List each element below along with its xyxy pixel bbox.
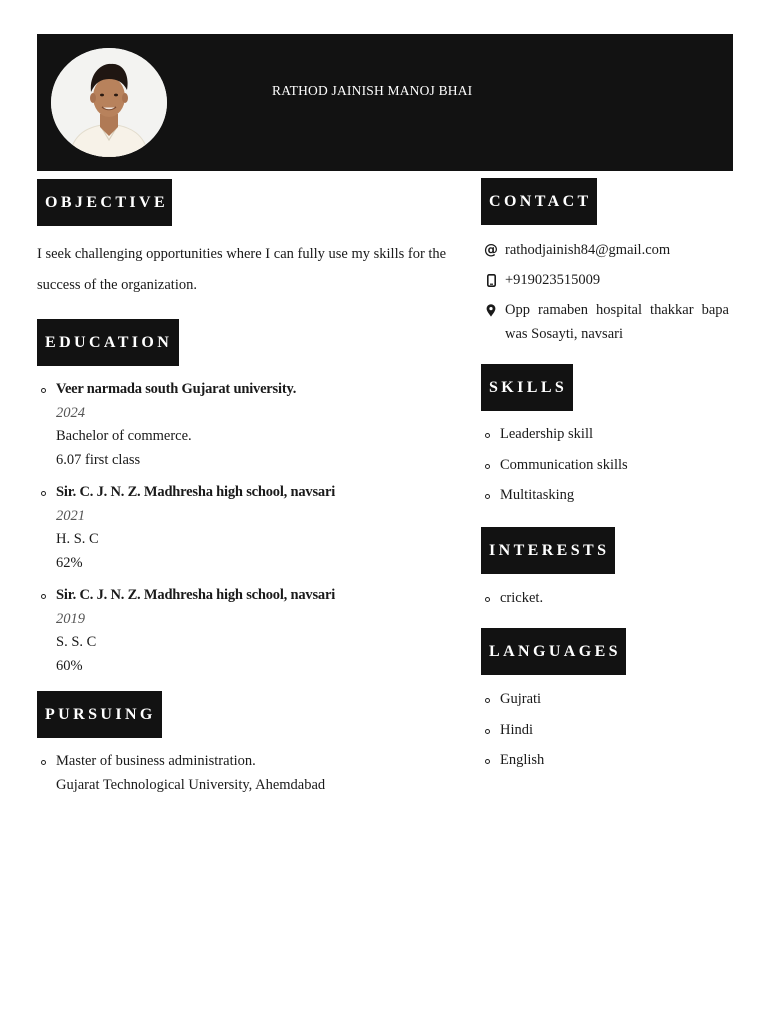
bullet-icon [41,760,46,765]
education-item [37,481,457,575]
education-item [37,584,457,678]
bullet-icon [485,759,490,764]
education-year: 2024 [56,404,85,421]
education-detail: 60% [56,657,83,674]
education-year: 2021 [56,507,85,524]
education-item [37,378,457,472]
at-icon: @ [484,242,498,258]
contact-email-row [483,238,729,262]
education-institution: Sir. C. J. N. Z. Madhresha high school, navsari [56,484,336,500]
skill-label: Leadership skill [500,426,594,442]
education-detail: 62% [56,554,83,571]
interests-heading: INTERESTS [481,527,615,574]
interest-label: cricket. [500,590,544,606]
contact-block [483,238,729,352]
education-detail: S. S. C [56,634,97,650]
language-item [481,752,731,769]
skill-item [481,487,731,504]
skill-item [481,426,731,443]
profile-photo [51,48,167,157]
skill-label: Communication skills [500,456,628,473]
contact-heading: CONTACT [481,178,597,225]
language-label: English [500,752,545,768]
contact-email[interactable]: rathodjainish84@gmail.com [505,242,671,258]
language-item [481,722,731,739]
mobile-phone-icon [483,268,499,292]
pursuing-heading: PURSUING [37,691,162,738]
education-year: 2019 [56,610,85,627]
interests-list [481,590,731,621]
bullet-icon [485,597,490,602]
map-pin-icon [483,298,499,322]
bullet-icon [485,464,490,469]
objective-heading: OBJECTIVE [37,179,172,226]
bullet-icon [41,594,46,599]
pursuing-degree: Master of business administration. [56,753,256,769]
education-institution: Veer narmada south Gujarat university. [56,381,297,397]
pursuing-university: Gujarat Technological University, Ahemdabad [56,776,326,793]
interest-item [481,590,731,607]
bullet-icon [485,494,490,499]
resume-header [37,34,733,171]
skill-item [481,457,731,474]
contact-address: Opp ramaben hospital thakkar bapa was Sosayti, navsari [505,302,729,342]
language-label: Hindi [500,721,534,738]
contact-address-row [483,298,729,346]
bullet-icon [485,433,490,438]
language-label: Gujrati [500,691,542,707]
bullet-icon [41,388,46,393]
education-detail: 6.07 first class [56,451,141,468]
pursuing-list [37,750,457,806]
languages-list [481,691,731,783]
languages-heading: LANGUAGES [481,628,626,675]
education-heading: EDUCATION [37,319,179,366]
language-item [481,691,731,708]
contact-phone-row [483,268,729,292]
bullet-icon [41,491,46,496]
education-list [37,378,457,687]
contact-phone[interactable]: +919023515009 [505,272,601,288]
skills-list [481,426,731,518]
education-institution: Sir. C. J. N. Z. Madhresha high school, navsari [56,587,336,603]
education-detail: Bachelor of commerce. [56,428,192,444]
pursuing-item [37,750,457,797]
objective-text: I seek challenging opportunities where I can fully use my skills for the success of the organization. [37,246,447,293]
skill-label: Multitasking [500,487,575,503]
education-detail: H. S. C [56,531,99,547]
candidate-name: RATHOD JAINISH MANOJ BHAI [272,83,473,98]
bullet-icon [485,729,490,734]
skills-heading: SKILLS [481,364,573,411]
bullet-icon [485,698,490,703]
